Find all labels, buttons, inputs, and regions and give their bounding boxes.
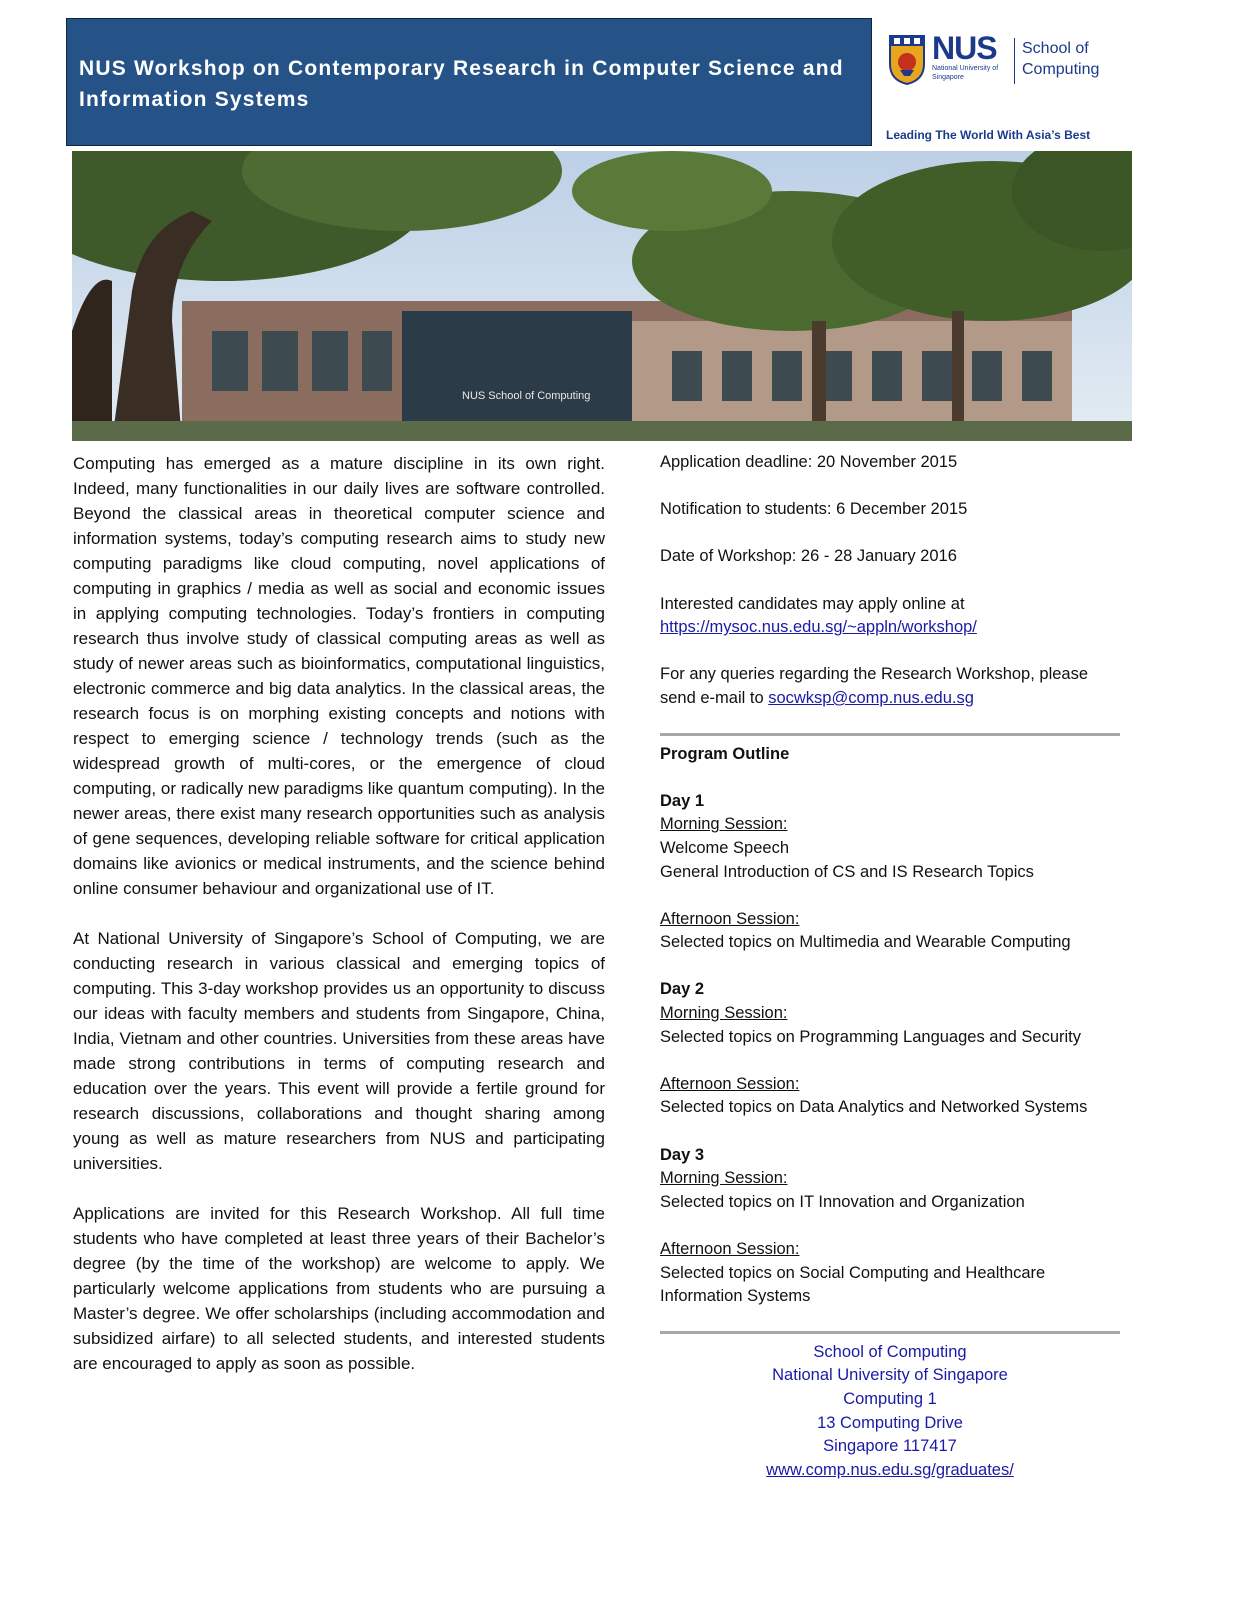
apply-link[interactable]: https://mysoc.nus.edu.sg/~appln/workshop/	[660, 618, 977, 637]
tagline: Leading The World With Asia’s Best	[886, 128, 1091, 142]
query-text-line2: send e-mail to	[660, 688, 769, 707]
page-title: NUS Workshop on Contemporary Research in Computer Science and Information Systems	[79, 57, 844, 111]
application-deadline: Application deadline: 20 November 2015	[660, 453, 958, 471]
session-topic: Welcome Speech	[660, 838, 790, 857]
address-line: Singapore 117417	[823, 1437, 957, 1456]
header-banner	[66, 18, 872, 146]
address-line: 13 Computing Drive	[817, 1413, 963, 1432]
session-topic: Selected topics on IT Innovation and Organization	[660, 1192, 1025, 1211]
contact-address	[660, 1341, 1120, 1483]
nus-logo	[874, 18, 1154, 146]
session-topic: Selected topics on Programming Languages and Security	[660, 1027, 1081, 1046]
campus-photo	[72, 151, 1132, 441]
address-line: School of Computing	[813, 1342, 967, 1361]
morning-session-label: Morning Session:	[660, 1004, 788, 1023]
query-text: For any queries regarding the Research Workshop, please	[660, 665, 1089, 684]
applications-paragraph: Applications are invited for this Research Workshop. All full time students who have completed at least three years of their Bachelor’s degree (by the time of the workshop) are welcome to apply. We particularly welcome applications from students who are pursuing a Master’s degree. We offer scholarships (including accommodation and subsidized airfare) to all selected students, and interested students are encouraged to apply as soon as possible.	[73, 1204, 605, 1373]
body-text	[73, 451, 605, 1401]
school-name: School of Computing	[1022, 40, 1100, 78]
logo-divider	[1014, 38, 1015, 84]
morning-session-label: Morning Session:	[660, 1169, 788, 1188]
session-topic: Selected topics on Multimedia and Wearable Computing	[660, 933, 1071, 952]
day-label: Day 3	[660, 1145, 705, 1164]
nus-paragraph: At National University of Singapore’s School of Computing, we are conducting research in various classical and emerging topics of computing. This 3-day workshop provides us an opportunity to discuss our ideas with faculty members and students from Singapore, China, India, Vietnam and other countries. Universities from these areas have made strong contributions in terms of computing research and education over the years. This event will provide a fertile ground for research discussions, collaborations and thought sharing among young as well as mature researchers from NUS and participating universities.	[73, 929, 605, 1173]
address-line: Computing 1	[843, 1389, 937, 1408]
nus-wordmark: NUS	[932, 30, 997, 66]
session-topic: Selected topics on Data Analytics and Networked Systems	[660, 1098, 1088, 1117]
address-line: National University of Singapore	[772, 1366, 1008, 1385]
nus-crest-icon	[888, 34, 926, 86]
graduates-link[interactable]: www.comp.nus.edu.sg/graduates/	[766, 1460, 1014, 1479]
afternoon-session-label: Afternoon Session:	[660, 1074, 800, 1093]
session-topic: Information Systems	[660, 1287, 811, 1306]
morning-session-label: Morning Session:	[660, 815, 788, 834]
workshop-date: Date of Workshop: 26 - 28 January 2016	[660, 547, 957, 566]
day-label: Day 2	[660, 980, 705, 999]
nus-subtitle: National University of Singapore	[932, 65, 999, 81]
sidebar-info	[660, 451, 1120, 1482]
email-link[interactable]: socwksp@comp.nus.edu.sg	[768, 688, 974, 707]
program-outline-title: Program Outline	[660, 744, 790, 763]
notification-date: Notification to students: 6 December 2015	[660, 500, 968, 519]
apply-text: Interested candidates may apply online at	[660, 594, 965, 613]
afternoon-session-label: Afternoon Session:	[660, 909, 800, 928]
session-topic: General Introduction of CS and IS Research Topics	[660, 862, 1034, 881]
day-label: Day 1	[660, 791, 705, 810]
afternoon-session-label: Afternoon Session:	[660, 1240, 800, 1258]
intro-paragraph: Computing has emerged as a mature discipline in its own right. Indeed, many functionalities in our daily lives are software controlled. Beyond the classical areas in theoretical computer science and information systems, today’s computing research aims to study new computing paradigms like cloud computing, novel applications of computing in graphics / media as well as social and economic issues in applying computing technologies. Today’s frontiers in computing research thus involve study of classical computing areas as well as study of newer areas such as bioinformatics, computational linguistics, electronic commerce and big data analytics. In the classical areas, the research focus is on morphing existing concepts and notions with respect to emerging science / technology trends (such as the widespread growth of multi-cores, or the emergence of cloud computing, or radically new paradigms like quantum computing). In the newer areas, there exist many research opportunities such as analysis of gene sequences, developing reliable software for critical application domains like avionics or medical instruments, and the science behind online consumer behaviour and organizational use of IT.	[73, 454, 605, 898]
building-sign: NUS School of Computing	[462, 390, 591, 402]
session-topic: Selected topics on Social Computing and Healthcare	[660, 1263, 1046, 1282]
